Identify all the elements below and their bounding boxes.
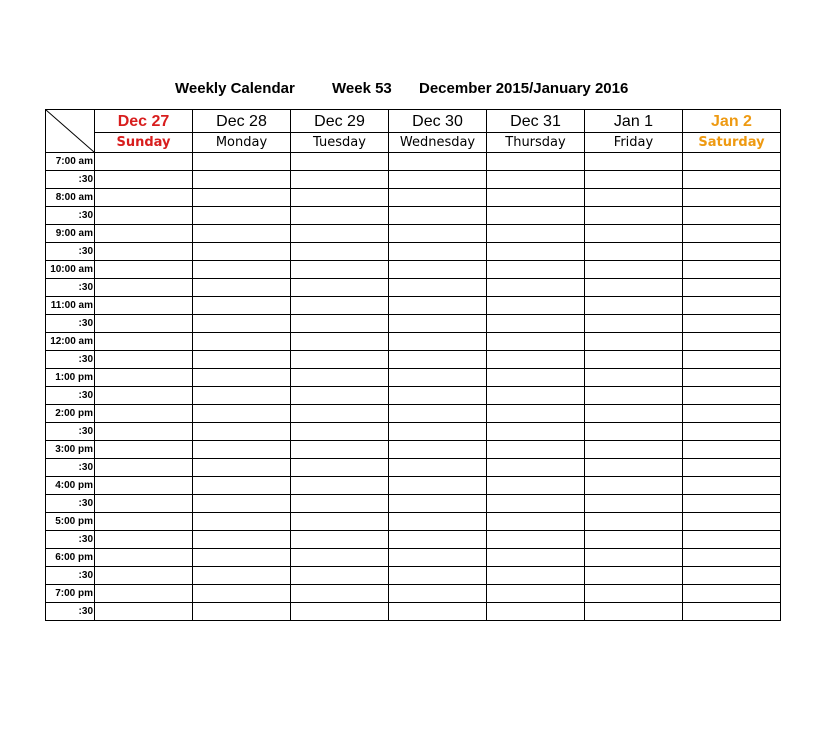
time-slot-cell[interactable] — [193, 369, 291, 387]
time-slot-cell[interactable] — [291, 441, 389, 459]
time-slot-cell[interactable] — [487, 171, 585, 189]
time-row — [46, 351, 781, 369]
time-slot-cell[interactable] — [487, 207, 585, 225]
time-slot-cell[interactable] — [389, 207, 487, 225]
time-slot-cell[interactable] — [683, 225, 781, 243]
time-slot-cell[interactable] — [487, 189, 585, 207]
time-slot-cell[interactable] — [585, 171, 683, 189]
time-slot-cell[interactable] — [95, 261, 193, 279]
time-slot-cell[interactable] — [487, 369, 585, 387]
time-label: :30 — [46, 243, 95, 261]
time-slot-cell[interactable] — [193, 441, 291, 459]
time-slot-cell[interactable] — [95, 441, 193, 459]
time-slot-cell[interactable] — [291, 513, 389, 531]
time-row — [46, 423, 781, 441]
time-slot-cell[interactable] — [585, 315, 683, 333]
time-slot-cell[interactable] — [389, 369, 487, 387]
time-slot-cell[interactable] — [291, 495, 389, 513]
time-label: 2:00 pm — [46, 405, 95, 423]
time-slot-cell[interactable] — [193, 603, 291, 621]
time-label: 10:00 am — [46, 261, 95, 279]
week-number: Week 53 — [332, 80, 392, 97]
time-slot-cell[interactable] — [585, 513, 683, 531]
time-slot-cell[interactable] — [585, 549, 683, 567]
time-row — [46, 261, 781, 279]
time-slot-cell[interactable] — [95, 189, 193, 207]
time-slot-cell[interactable] — [683, 531, 781, 549]
time-slot-cell[interactable] — [389, 477, 487, 495]
time-slot-cell[interactable] — [291, 153, 389, 171]
time-slot-cell[interactable] — [683, 243, 781, 261]
time-slot-cell[interactable] — [683, 333, 781, 351]
time-slot-cell[interactable] — [487, 261, 585, 279]
time-slot-cell[interactable] — [291, 531, 389, 549]
time-slot-cell[interactable] — [389, 549, 487, 567]
time-slot-cell[interactable] — [585, 603, 683, 621]
time-slot-cell[interactable] — [585, 297, 683, 315]
time-slot-cell[interactable] — [95, 531, 193, 549]
time-slot-cell[interactable] — [95, 171, 193, 189]
time-slot-cell[interactable] — [193, 495, 291, 513]
time-slot-cell[interactable] — [389, 243, 487, 261]
time-slot-cell[interactable] — [389, 387, 487, 405]
day-name: Saturday — [683, 133, 781, 153]
time-row — [46, 567, 781, 585]
time-row — [46, 513, 781, 531]
time-slot-cell[interactable] — [585, 261, 683, 279]
time-label: :30 — [46, 351, 95, 369]
time-slot-cell[interactable] — [389, 153, 487, 171]
time-slot-cell[interactable] — [291, 369, 389, 387]
time-slot-cell[interactable] — [291, 459, 389, 477]
time-row — [46, 189, 781, 207]
time-slot-cell[interactable] — [389, 171, 487, 189]
time-slot-cell[interactable] — [487, 603, 585, 621]
time-row — [46, 405, 781, 423]
time-slot-cell[interactable] — [291, 261, 389, 279]
time-slot-cell[interactable] — [193, 171, 291, 189]
time-slot-cell[interactable] — [193, 153, 291, 171]
time-slot-cell[interactable] — [389, 459, 487, 477]
time-label: 6:00 pm — [46, 549, 95, 567]
time-slot-cell[interactable] — [683, 405, 781, 423]
time-row — [46, 369, 781, 387]
time-slot-cell[interactable] — [585, 423, 683, 441]
time-label: 3:00 pm — [46, 441, 95, 459]
time-slot-cell[interactable] — [487, 243, 585, 261]
time-label: :30 — [46, 171, 95, 189]
time-label: 11:00 am — [46, 297, 95, 315]
time-row — [46, 387, 781, 405]
time-slot-cell[interactable] — [487, 477, 585, 495]
time-slot-cell[interactable] — [389, 225, 487, 243]
time-slot-cell[interactable] — [487, 297, 585, 315]
day-name: Wednesday — [389, 133, 487, 153]
time-slot-cell[interactable] — [389, 513, 487, 531]
time-slot-cell[interactable] — [683, 477, 781, 495]
time-slot-cell[interactable] — [193, 549, 291, 567]
time-slot-cell[interactable] — [193, 567, 291, 585]
time-slot-cell[interactable] — [683, 207, 781, 225]
time-slot-cell[interactable] — [389, 405, 487, 423]
time-slot-cell[interactable] — [389, 189, 487, 207]
day-name: Tuesday — [291, 133, 389, 153]
time-slot-cell[interactable] — [95, 567, 193, 585]
time-slot-cell[interactable] — [683, 369, 781, 387]
time-slot-cell[interactable] — [95, 513, 193, 531]
time-slot-cell[interactable] — [291, 477, 389, 495]
time-slot-cell[interactable] — [193, 261, 291, 279]
time-slot-cell[interactable] — [585, 207, 683, 225]
time-slot-cell[interactable] — [585, 243, 683, 261]
time-slot-cell[interactable] — [95, 603, 193, 621]
time-slot-cell[interactable] — [291, 189, 389, 207]
time-slot-cell[interactable] — [95, 333, 193, 351]
time-slot-cell[interactable] — [683, 279, 781, 297]
time-slot-cell[interactable] — [95, 279, 193, 297]
time-slot-cell[interactable] — [585, 369, 683, 387]
time-slot-cell[interactable] — [193, 189, 291, 207]
time-row — [46, 171, 781, 189]
day-date: Dec 28 — [193, 110, 291, 133]
time-row — [46, 225, 781, 243]
time-slot-cell[interactable] — [683, 495, 781, 513]
time-slot-cell[interactable] — [95, 405, 193, 423]
time-slot-cell[interactable] — [95, 225, 193, 243]
time-slot-cell[interactable] — [487, 315, 585, 333]
time-row — [46, 279, 781, 297]
time-slot-cell[interactable] — [291, 549, 389, 567]
time-slot-cell[interactable] — [683, 513, 781, 531]
time-slot-cell[interactable] — [291, 207, 389, 225]
time-slot-cell[interactable] — [487, 441, 585, 459]
time-slot-cell[interactable] — [291, 603, 389, 621]
time-slot-cell[interactable] — [487, 405, 585, 423]
dayname-row — [46, 133, 781, 153]
time-slot-cell[interactable] — [683, 423, 781, 441]
time-slot-cell[interactable] — [193, 513, 291, 531]
time-slot-cell[interactable] — [585, 387, 683, 405]
time-slot-cell[interactable] — [389, 603, 487, 621]
time-label: 1:00 pm — [46, 369, 95, 387]
time-slot-cell[interactable] — [291, 423, 389, 441]
corner-cell — [46, 110, 95, 153]
time-slot-cell[interactable] — [487, 333, 585, 351]
time-slot-cell[interactable] — [95, 315, 193, 333]
time-slot-cell[interactable] — [291, 333, 389, 351]
time-slot-cell[interactable] — [683, 315, 781, 333]
day-name: Friday — [585, 133, 683, 153]
time-slot-cell[interactable] — [389, 351, 487, 369]
time-slot-cell[interactable] — [193, 351, 291, 369]
time-slot-cell[interactable] — [291, 351, 389, 369]
time-slot-cell[interactable] — [291, 585, 389, 603]
time-slot-cell[interactable] — [193, 315, 291, 333]
time-slot-cell[interactable] — [95, 495, 193, 513]
time-slot-cell[interactable] — [193, 225, 291, 243]
time-slot-cell[interactable] — [193, 531, 291, 549]
time-label: :30 — [46, 603, 95, 621]
time-slot-cell[interactable] — [487, 279, 585, 297]
time-slot-cell[interactable] — [291, 567, 389, 585]
time-slot-cell[interactable] — [487, 351, 585, 369]
day-date: Jan 1 — [585, 110, 683, 133]
time-slot-cell[interactable] — [389, 315, 487, 333]
time-row — [46, 441, 781, 459]
time-slot-cell[interactable] — [389, 423, 487, 441]
time-slot-cell[interactable] — [585, 153, 683, 171]
day-date: Dec 29 — [291, 110, 389, 133]
time-label: :30 — [46, 459, 95, 477]
time-slot-cell[interactable] — [683, 585, 781, 603]
time-slot-cell[interactable] — [487, 495, 585, 513]
time-label: :30 — [46, 207, 95, 225]
time-slot-cell[interactable] — [291, 297, 389, 315]
time-slot-cell[interactable] — [193, 297, 291, 315]
time-label: 5:00 pm — [46, 513, 95, 531]
time-slot-cell[interactable] — [683, 171, 781, 189]
time-slot-cell[interactable] — [389, 333, 487, 351]
time-label: :30 — [46, 531, 95, 549]
time-slot-cell[interactable] — [193, 279, 291, 297]
time-row — [46, 477, 781, 495]
time-slot-cell[interactable] — [389, 441, 487, 459]
time-slot-cell[interactable] — [193, 585, 291, 603]
time-slot-cell[interactable] — [585, 225, 683, 243]
time-row — [46, 603, 781, 621]
time-slot-cell[interactable] — [291, 279, 389, 297]
time-slot-cell[interactable] — [487, 513, 585, 531]
time-row — [46, 495, 781, 513]
time-label: 8:00 am — [46, 189, 95, 207]
time-slot-cell[interactable] — [487, 567, 585, 585]
day-name: Thursday — [487, 133, 585, 153]
time-row — [46, 549, 781, 567]
day-date: Dec 27 — [95, 110, 193, 133]
time-slot-cell[interactable] — [585, 531, 683, 549]
time-slot-cell[interactable] — [389, 261, 487, 279]
day-name: Monday — [193, 133, 291, 153]
time-slot-cell[interactable] — [95, 585, 193, 603]
time-slot-cell[interactable] — [95, 153, 193, 171]
time-row — [46, 315, 781, 333]
time-label: :30 — [46, 387, 95, 405]
time-slot-cell[interactable] — [95, 243, 193, 261]
time-row — [46, 207, 781, 225]
time-slot-cell[interactable] — [585, 405, 683, 423]
time-label: 9:00 am — [46, 225, 95, 243]
time-slot-cell[interactable] — [193, 423, 291, 441]
time-label: 4:00 pm — [46, 477, 95, 495]
time-slot-cell[interactable] — [585, 459, 683, 477]
time-slot-cell[interactable] — [95, 369, 193, 387]
time-slot-cell[interactable] — [193, 459, 291, 477]
time-slot-cell[interactable] — [585, 279, 683, 297]
time-slot-cell[interactable] — [291, 405, 389, 423]
time-slot-cell[interactable] — [291, 225, 389, 243]
time-slot-cell[interactable] — [95, 207, 193, 225]
time-slot-cell[interactable] — [193, 207, 291, 225]
time-slot-cell[interactable] — [95, 423, 193, 441]
time-slot-cell[interactable] — [389, 495, 487, 513]
time-slot-cell[interactable] — [487, 225, 585, 243]
time-slot-cell[interactable] — [487, 585, 585, 603]
time-slot-cell[interactable] — [291, 243, 389, 261]
time-slot-cell[interactable] — [389, 567, 487, 585]
time-slot-cell[interactable] — [683, 603, 781, 621]
date-row — [46, 110, 781, 133]
time-row — [46, 153, 781, 171]
time-label: :30 — [46, 315, 95, 333]
day-date: Dec 30 — [389, 110, 487, 133]
day-date: Jan 2 — [683, 110, 781, 133]
time-slot-cell[interactable] — [487, 531, 585, 549]
time-row — [46, 459, 781, 477]
time-row — [46, 297, 781, 315]
time-slot-cell[interactable] — [193, 333, 291, 351]
time-slot-cell[interactable] — [487, 459, 585, 477]
time-slot-cell[interactable] — [683, 459, 781, 477]
time-slot-cell[interactable] — [585, 567, 683, 585]
time-slot-cell[interactable] — [487, 549, 585, 567]
time-slot-cell[interactable] — [95, 297, 193, 315]
time-slot-cell[interactable] — [683, 387, 781, 405]
time-slot-cell[interactable] — [291, 171, 389, 189]
time-slot-cell[interactable] — [95, 477, 193, 495]
time-slot-cell[interactable] — [585, 585, 683, 603]
time-slot-cell[interactable] — [95, 459, 193, 477]
day-date: Dec 31 — [487, 110, 585, 133]
time-slot-cell[interactable] — [585, 441, 683, 459]
title-label: Weekly Calendar — [175, 80, 295, 97]
time-slot-cell[interactable] — [95, 351, 193, 369]
time-label: 7:00 pm — [46, 585, 95, 603]
time-row — [46, 243, 781, 261]
time-slot-cell[interactable] — [193, 405, 291, 423]
time-slot-cell[interactable] — [585, 333, 683, 351]
time-slot-cell[interactable] — [585, 477, 683, 495]
time-slot-cell[interactable] — [683, 549, 781, 567]
time-slot-cell[interactable] — [683, 297, 781, 315]
time-slot-cell[interactable] — [683, 567, 781, 585]
time-slot-cell[interactable] — [487, 387, 585, 405]
time-row — [46, 585, 781, 603]
time-slot-cell[interactable] — [683, 261, 781, 279]
time-label: 12:00 am — [46, 333, 95, 351]
weekly-calendar-grid — [45, 109, 781, 621]
time-slot-cell[interactable] — [683, 441, 781, 459]
month-range: December 2015/January 2016 — [419, 80, 629, 97]
time-slot-cell[interactable] — [389, 531, 487, 549]
time-label: :30 — [46, 567, 95, 585]
time-slot-cell[interactable] — [683, 189, 781, 207]
time-slot-cell[interactable] — [193, 387, 291, 405]
time-slot-cell[interactable] — [683, 153, 781, 171]
time-slot-cell[interactable] — [193, 477, 291, 495]
time-slot-cell[interactable] — [95, 549, 193, 567]
time-label: 7:00 am — [46, 153, 95, 171]
time-label: :30 — [46, 495, 95, 513]
time-label: :30 — [46, 423, 95, 441]
time-slot-cell[interactable] — [389, 585, 487, 603]
time-slot-cell[interactable] — [95, 387, 193, 405]
time-slot-cell[interactable] — [389, 279, 487, 297]
day-name: Sunday — [95, 133, 193, 153]
time-slot-cell[interactable] — [487, 423, 585, 441]
time-slot-cell[interactable] — [683, 351, 781, 369]
time-slot-cell[interactable] — [193, 243, 291, 261]
time-slot-cell[interactable] — [291, 387, 389, 405]
time-slot-cell[interactable] — [487, 153, 585, 171]
time-label: :30 — [46, 279, 95, 297]
time-slot-cell[interactable] — [291, 315, 389, 333]
time-slot-cell[interactable] — [585, 351, 683, 369]
time-slot-cell[interactable] — [585, 495, 683, 513]
time-row — [46, 531, 781, 549]
time-slot-cell[interactable] — [389, 297, 487, 315]
diagonal-divider — [46, 110, 94, 152]
time-row — [46, 333, 781, 351]
time-slot-cell[interactable] — [585, 189, 683, 207]
